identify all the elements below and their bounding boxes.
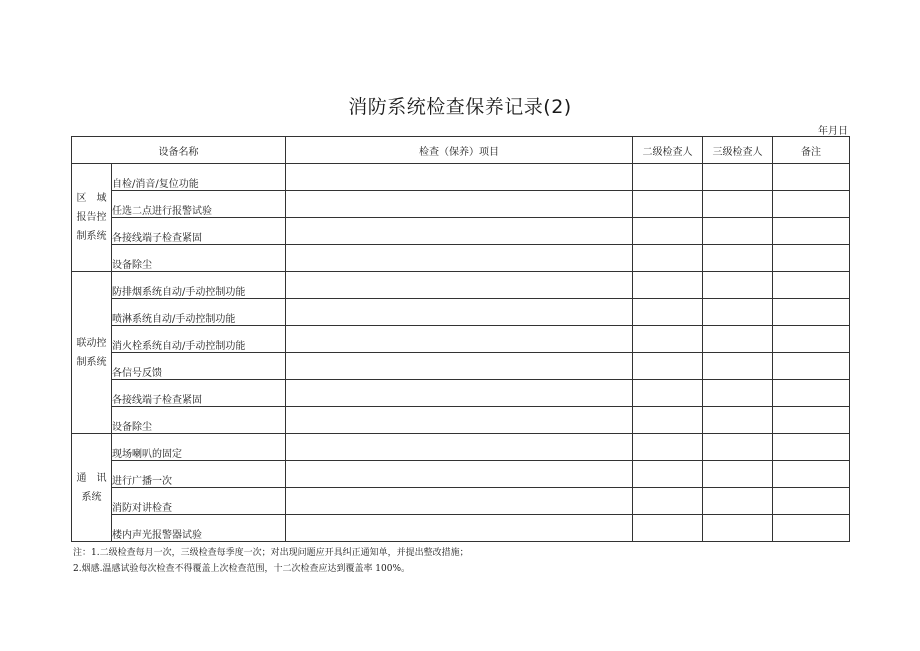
level3-inspector-cell[interactable]: [703, 191, 773, 218]
check-item-cell[interactable]: [286, 380, 633, 407]
level3-inspector-cell[interactable]: [703, 272, 773, 299]
table-row: [72, 434, 850, 461]
category-cell: [72, 272, 112, 434]
header-device-name: 设备名称: [72, 137, 286, 164]
level3-inspector-cell[interactable]: [703, 299, 773, 326]
check-item-cell[interactable]: [286, 164, 633, 191]
item-name-cell: 设备除尘: [112, 407, 286, 434]
item-name-cell: 自检/消音/复位功能: [112, 164, 286, 191]
date-label: 年月日: [818, 126, 848, 137]
remark-cell[interactable]: [773, 488, 850, 515]
level2-inspector-cell[interactable]: [633, 245, 703, 272]
table-row: [72, 272, 850, 299]
remark-cell[interactable]: [773, 353, 850, 380]
remark-cell[interactable]: [773, 515, 850, 542]
level2-inspector-cell[interactable]: [633, 488, 703, 515]
remark-cell[interactable]: [773, 407, 850, 434]
table-row: [72, 407, 850, 434]
level2-inspector-cell[interactable]: [633, 434, 703, 461]
category-label-line: 系统: [81, 491, 102, 503]
category-cell: [72, 434, 112, 542]
level3-inspector-cell[interactable]: [703, 407, 773, 434]
level2-inspector-cell[interactable]: [633, 353, 703, 380]
category-label-line: 报告控: [76, 212, 107, 223]
table-row: [72, 488, 850, 515]
table-row: [72, 299, 850, 326]
remark-cell[interactable]: [773, 461, 850, 488]
table-row: [72, 380, 850, 407]
check-item-cell[interactable]: [286, 191, 633, 218]
level3-inspector-cell[interactable]: [703, 515, 773, 542]
level3-inspector-cell[interactable]: [703, 326, 773, 353]
item-name-cell: 各接线端子检查紧固: [112, 380, 286, 407]
item-name-cell: 楼内声光报警器试验: [112, 515, 286, 542]
level3-inspector-cell[interactable]: [703, 461, 773, 488]
level2-inspector-cell[interactable]: [633, 326, 703, 353]
check-item-cell[interactable]: [286, 461, 633, 488]
level2-inspector-cell[interactable]: [633, 407, 703, 434]
level3-inspector-cell[interactable]: [703, 380, 773, 407]
item-name-cell: 消防对讲检查: [112, 488, 286, 515]
remark-cell[interactable]: [773, 434, 850, 461]
table-row: [72, 353, 850, 380]
check-item-cell[interactable]: [286, 272, 633, 299]
remark-cell[interactable]: [773, 299, 850, 326]
table-row: [72, 326, 850, 353]
document-title: 消防系统检查保养记录(2): [348, 96, 572, 118]
level2-inspector-cell[interactable]: [633, 164, 703, 191]
level2-inspector-cell[interactable]: [633, 461, 703, 488]
level3-inspector-cell[interactable]: [703, 245, 773, 272]
remark-cell[interactable]: [773, 245, 850, 272]
remark-cell[interactable]: [773, 380, 850, 407]
header-level3-inspector: 三级检查人: [703, 137, 773, 164]
item-name-cell: 任选二点进行报警试验: [112, 191, 286, 218]
check-item-cell[interactable]: [286, 299, 633, 326]
table-row: [72, 218, 850, 245]
header-level2-inspector: 二级检查人: [633, 137, 703, 164]
check-item-cell[interactable]: [286, 488, 633, 515]
level3-inspector-cell[interactable]: [703, 488, 773, 515]
item-name-cell: 防排烟系统自动/手动控制功能: [112, 272, 286, 299]
item-name-cell: 设备除尘: [112, 245, 286, 272]
remark-cell[interactable]: [773, 218, 850, 245]
table-row: [72, 191, 850, 218]
item-name-cell: 各信号反馈: [112, 353, 286, 380]
item-name-cell: 进行广播一次: [112, 461, 286, 488]
remark-cell[interactable]: [773, 191, 850, 218]
level3-inspector-cell[interactable]: [703, 164, 773, 191]
check-item-cell[interactable]: [286, 434, 633, 461]
table-row: [72, 515, 850, 542]
check-item-cell[interactable]: [286, 515, 633, 542]
item-name-cell: 各接线端子检查紧固: [112, 218, 286, 245]
remark-cell[interactable]: [773, 164, 850, 191]
item-name-cell: 消火栓系统自动/手动控制功能: [112, 326, 286, 353]
note-line-2: 2.烟感.温感试验每次检查不得覆盖上次检查范围，十二次检查应达到覆盖率 100%。: [73, 564, 411, 574]
item-name-cell: 现场喇叭的固定: [112, 434, 286, 461]
header-remark: 备注: [773, 137, 850, 164]
notes: [73, 545, 469, 577]
check-item-cell[interactable]: [286, 353, 633, 380]
inspection-table: [71, 136, 850, 542]
category-label-line: 区 域: [76, 193, 107, 204]
category-label-line: 通 讯: [76, 472, 107, 484]
check-item-cell[interactable]: [286, 326, 633, 353]
level2-inspector-cell[interactable]: [633, 218, 703, 245]
category-cell: [72, 164, 112, 272]
remark-cell[interactable]: [773, 326, 850, 353]
level3-inspector-cell[interactable]: [703, 218, 773, 245]
category-label-line: 联动控: [76, 337, 107, 349]
level3-inspector-cell[interactable]: [703, 434, 773, 461]
level3-inspector-cell[interactable]: [703, 353, 773, 380]
check-item-cell[interactable]: [286, 407, 633, 434]
level2-inspector-cell[interactable]: [633, 515, 703, 542]
check-item-cell[interactable]: [286, 245, 633, 272]
header-item: 检查（保养）项目: [286, 137, 633, 164]
header-row: [72, 137, 850, 164]
remark-cell[interactable]: [773, 272, 850, 299]
level2-inspector-cell[interactable]: [633, 191, 703, 218]
category-label-line: 制系统: [76, 356, 107, 368]
level2-inspector-cell[interactable]: [633, 299, 703, 326]
table-row: [72, 461, 850, 488]
table-row: [72, 164, 850, 191]
table-row: [72, 245, 850, 272]
level2-inspector-cell[interactable]: [633, 272, 703, 299]
level2-inspector-cell[interactable]: [633, 380, 703, 407]
item-name-cell: 喷淋系统自动/手动控制功能: [112, 299, 286, 326]
category-label-line: 制系统: [76, 231, 107, 242]
note-line-1: 注：1.二级检查每月一次，三级检查每季度一次；对出现问题应开具纠正通知单，并提出整改措施；: [73, 548, 469, 558]
check-item-cell[interactable]: [286, 218, 633, 245]
